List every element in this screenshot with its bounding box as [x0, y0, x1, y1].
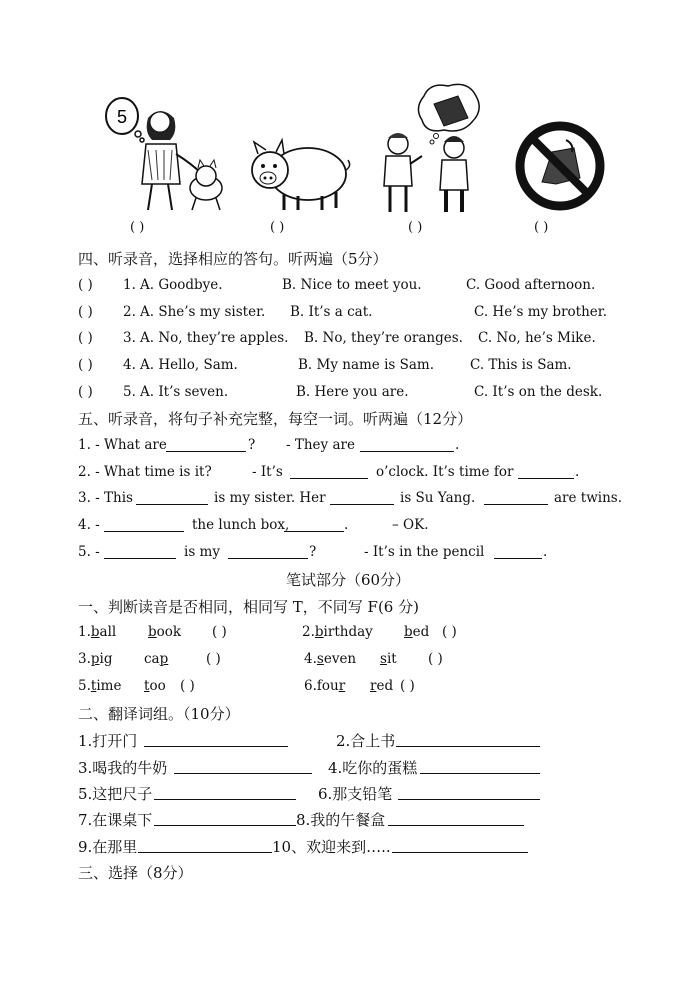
translate-item: 3.喝我的牛奶 [78, 759, 168, 777]
option-b: B. My name is Sam. [298, 357, 434, 373]
translate-blank[interactable] [392, 840, 528, 853]
phonics-word: cap [144, 651, 169, 667]
option-c: C. This is Sam. [470, 357, 572, 373]
fill-text: 2. - What time is it? [78, 464, 212, 480]
answer-paren[interactable]: ( ) [78, 357, 93, 373]
sectionB-title: 二、翻译词组。（10分） [78, 705, 240, 723]
fill-text: - It’s [252, 464, 283, 480]
fill-blank[interactable] [494, 546, 542, 559]
picture-row [100, 80, 620, 220]
sectionA-title: 一、判断读音是否相同，相同写 T，不同写 F(6 分) [78, 598, 419, 616]
fill-blank[interactable] [104, 546, 176, 559]
answer-paren[interactable]: ( ) [78, 330, 93, 346]
answer-paren[interactable]: ( ) [206, 651, 221, 667]
phonics-word: 4.seven [304, 651, 357, 667]
option-a: A. No, they’re apples. [140, 330, 289, 346]
answer-paren[interactable]: ( ) [180, 678, 195, 694]
translate-item: 1.打开门 [78, 732, 138, 750]
answer-paren[interactable]: ( ) [212, 624, 227, 640]
phonics-word: sit [380, 651, 397, 667]
translate-item: 6.那支铅笔 [318, 785, 393, 803]
option-a: A. Hello, Sam. [140, 357, 238, 373]
option-c: C. He’s my brother. [474, 304, 608, 320]
fill-text: 4. - [78, 517, 100, 533]
option-b: B. Nice to meet you. [282, 277, 422, 293]
fill-text: the lunch box, [192, 517, 290, 533]
fill-text: ? [309, 544, 317, 560]
fill-text: 1. - What are [78, 437, 167, 453]
answer-paren[interactable]: ( ) [78, 384, 93, 400]
question-number: 3. [123, 330, 136, 346]
fill-text: is my sister. Her [214, 490, 326, 506]
phonics-word: 3.pig [78, 651, 113, 667]
fill-blank[interactable] [136, 492, 208, 505]
translate-blank[interactable] [154, 813, 296, 826]
phonics-word: 5.time [78, 678, 122, 694]
fill-blank[interactable] [484, 492, 548, 505]
fill-text: 3. - This [78, 490, 133, 506]
fill-blank[interactable] [166, 439, 246, 452]
translate-blank[interactable] [396, 734, 540, 747]
phonics-word: book [148, 624, 182, 640]
option-b: B. No, they’re oranges. [304, 330, 463, 346]
option-a: A. It’s seven. [140, 384, 229, 400]
phonics-word: 6.four [304, 678, 346, 694]
fill-blank[interactable] [360, 439, 454, 452]
option-a: A. Goodbye. [140, 277, 223, 293]
translate-item: 4.吃你的蛋糕 [328, 759, 418, 777]
question-number: 1. [123, 277, 136, 293]
question-number: 2. [123, 304, 136, 320]
fill-text: is my [184, 544, 220, 560]
phonics-word: red [370, 678, 394, 694]
boys-with-book-picture [376, 80, 482, 214]
answer-paren[interactable]: ( ) [78, 304, 93, 320]
translate-blank[interactable] [174, 761, 312, 774]
option-b: B. It’s a cat. [290, 304, 373, 320]
question-number: 5. [123, 384, 136, 400]
answer-paren[interactable]: ( ) [442, 624, 457, 640]
no-book-sign-picture [514, 120, 606, 212]
translate-item: 5.这把尺子 [78, 785, 153, 803]
girl-with-cat-picture [102, 84, 226, 214]
answer-paren[interactable]: ( ) [428, 651, 443, 667]
fill-text: o’clock. It’s time for [376, 464, 514, 480]
translate-blank[interactable] [154, 787, 296, 800]
bubble-number: 5 [116, 107, 128, 127]
option-b: B. Here you are. [296, 384, 409, 400]
option-c: C. No, he’s Mike. [478, 330, 596, 346]
written-part-title: 笔试部分（60分） [285, 571, 411, 589]
fill-blank[interactable] [104, 519, 184, 532]
answer-paren[interactable]: ( ) [400, 678, 415, 694]
fill-blank[interactable] [284, 519, 344, 532]
fill-text: . [575, 464, 580, 480]
phonics-word: 2.birthday [302, 624, 373, 640]
fill-text: . [344, 517, 349, 533]
picture-answer-blank[interactable]: ( ) [270, 220, 285, 235]
translate-blank[interactable] [420, 761, 540, 774]
fill-blank[interactable] [518, 466, 574, 479]
translate-item: 8.我的午餐盒 [296, 811, 386, 829]
question-number: 4. [123, 357, 136, 373]
translate-item: 7.在课桌下 [78, 811, 153, 829]
pig-picture [248, 134, 352, 214]
option-a: A. She’s my sister. [140, 304, 266, 320]
fill-text: - They are [286, 437, 355, 453]
phonics-word: bed [404, 624, 430, 640]
fill-text: . [455, 437, 460, 453]
fill-text: are twins. [554, 490, 622, 506]
picture-answer-blank[interactable]: ( ) [130, 220, 145, 235]
option-c: C. Good afternoon. [466, 277, 596, 293]
phonics-word: 1.ball [78, 624, 117, 640]
fill-blank[interactable] [228, 546, 308, 559]
translate-blank[interactable] [388, 813, 524, 826]
fill-text: 5. - [78, 544, 100, 560]
fill-blank[interactable] [290, 466, 368, 479]
fill-text: - It’s in the pencil [364, 544, 485, 560]
option-c: C. It’s on the desk. [474, 384, 603, 400]
translate-item: 2.合上书 [336, 732, 396, 750]
picture-answer-blank[interactable]: ( ) [408, 220, 423, 235]
section4-title: 四、听录音，选择相应的答句。听两遍（5分） [78, 250, 388, 268]
sectionC-title: 三、选择（8分） [78, 864, 193, 882]
answer-paren[interactable]: ( ) [78, 277, 93, 293]
fill-text: – OK. [392, 517, 429, 533]
picture-answer-blank[interactable]: ( ) [534, 220, 549, 235]
translate-blank[interactable] [138, 840, 272, 853]
translate-blank[interactable] [144, 734, 288, 747]
fill-text: is Su Yang. [400, 490, 476, 506]
section5-title: 五、听录音，将句子补充完整，每空一词。听两遍（12分） [78, 410, 473, 428]
phonics-word: too [144, 678, 166, 694]
fill-blank[interactable] [330, 492, 394, 505]
translate-item: 10、欢迎来到….. [272, 838, 391, 856]
fill-text: . [543, 544, 548, 560]
translate-blank[interactable] [398, 787, 540, 800]
picture-answer-row [0, 220, 696, 240]
translate-item: 9.在那里 [78, 838, 138, 856]
fill-text: ? [248, 437, 256, 453]
